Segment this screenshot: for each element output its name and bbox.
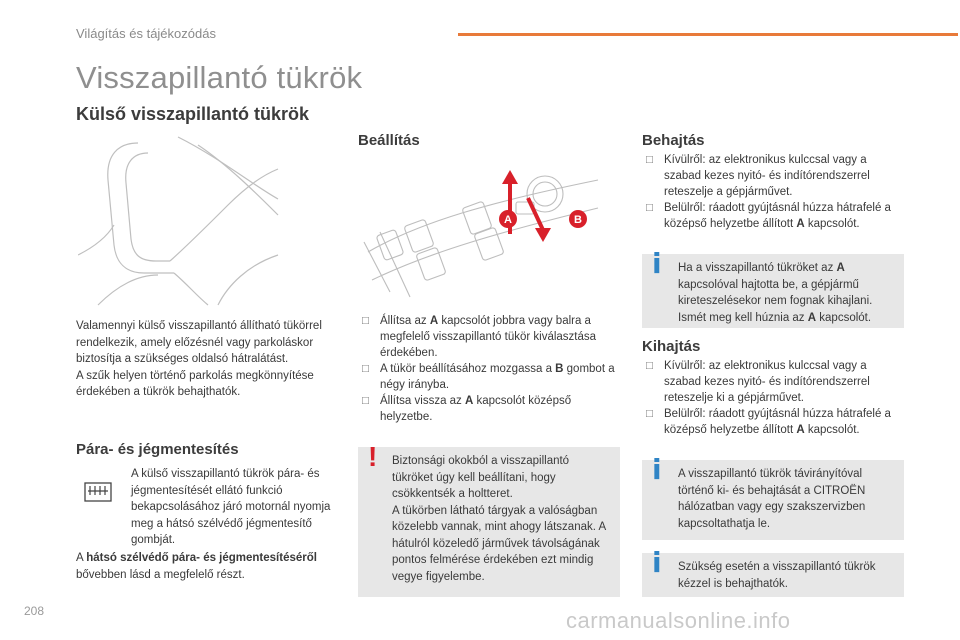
step-text: kapcsolót középső helyzetbe.: [380, 395, 572, 423]
intro-paragraph-1: Valamennyi külső visszapillantó állítható tükörrel rendelkezik, amely előzésnél vagy parkoláskor biztosítja a szükséges oldalsó hátralátást.: [76, 320, 322, 365]
square-bullet-icon: □: [362, 315, 369, 327]
label-b: B: [574, 214, 582, 226]
list-item: [642, 200, 904, 232]
mirror-control-illustration: [360, 162, 600, 302]
step-text: kapcsolót.: [804, 218, 860, 230]
defrost-ref-prefix: A: [76, 552, 87, 564]
step-text: kapcsolót.: [804, 424, 860, 436]
page-number: 208: [24, 604, 45, 618]
step-key: A: [796, 218, 805, 230]
fold-steps: [642, 152, 904, 232]
step-text: Kívülről: az elektronikus kulccsal vagy a szabad kezes nyitó- és indítórendszerrel reteszelje a gépjárművet.: [664, 154, 870, 198]
step-key: A: [465, 395, 474, 407]
unfold-heading: Kihajtás: [642, 338, 701, 355]
defrost-ref-bold: hátsó szélvédő pára- és jégmentesítéséről: [86, 552, 317, 564]
info-text: A visszapillantó tükrök távirányítóval történő ki- és behajtását a CITROËN hálózatban vagy egy szakszervizben kapcsoltathatja le.: [678, 468, 866, 530]
square-bullet-icon: □: [646, 360, 653, 372]
info-icon: i: [652, 247, 662, 280]
info-text: kapcsolót.: [816, 311, 872, 324]
step-text: A tükör beállításához mozgassa a: [380, 363, 556, 375]
list-item: [358, 313, 620, 361]
defrost-reference: [76, 550, 346, 583]
label-a: A: [504, 214, 512, 226]
list-item: [642, 152, 904, 200]
page-subtitle: Külső visszapillantó tükrök: [76, 104, 310, 124]
page-title: Visszapillantó tükrök: [76, 60, 363, 95]
defrost-heading: Pára- és jégmentesítés: [76, 441, 239, 458]
fold-heading: Behajtás: [642, 132, 705, 149]
intro-text: [76, 318, 346, 401]
square-bullet-icon: □: [646, 202, 653, 214]
info-icon: i: [652, 546, 662, 579]
header-accent-bar: [458, 33, 958, 36]
list-item: [642, 406, 904, 438]
step-key: A: [429, 315, 439, 327]
step-key: B: [555, 363, 564, 375]
adjust-steps: [358, 313, 620, 425]
manual-fold-info-box: [642, 546, 904, 597]
unfold-info-box: [642, 453, 904, 540]
defrost-text: [131, 466, 346, 549]
warning-box: [358, 441, 620, 597]
info-text: kapcsolóval hajtotta be, a gépjármű kireteszelésekor nem fognak kihajlani. Ismét meg kell húznia az: [678, 278, 873, 324]
defrost-ref-suffix: bővebben lásd a megfelelő részt.: [76, 568, 245, 581]
square-bullet-icon: □: [646, 154, 653, 166]
info-key: A: [807, 311, 817, 324]
step-text: Belülről: ráadott gyújtásnál húzza hátrafelé a középső helyzetbe állított: [664, 408, 891, 436]
step-key: A: [796, 424, 805, 436]
fold-info-box: [642, 247, 904, 328]
mirror-illustration: [78, 135, 280, 307]
exclamation-icon: !: [368, 441, 378, 472]
step-text: gombot a négy irányba.: [380, 363, 615, 391]
unfold-steps: [642, 358, 904, 438]
list-item: [358, 361, 620, 393]
list-item: [358, 393, 620, 425]
step-text: Állítsa vissza az: [380, 395, 465, 407]
warning-paragraph-2: A tükörben látható tárgyak a valóságban közelebb vannak, mint ahogy látszanak. A hátulról közeledő járművek távolságának pontos felmérése érdekében ezt mindig vegye figyelembe.: [392, 504, 606, 583]
section-header: Világítás és tájékozódás: [76, 26, 216, 41]
adjust-heading: Beállítás: [358, 132, 420, 149]
info-text: Ha a visszapillantó tükröket az: [678, 262, 837, 274]
square-bullet-icon: □: [362, 363, 369, 375]
step-text: kapcsolót jobbra vagy balra a megfelelő visszapillantó tükör kiválasztása érdekében.: [380, 315, 597, 359]
intro-paragraph-2: A szűk helyen történő parkolás megkönnyítése érdekében a tükrök behajthatók.: [76, 369, 314, 398]
step-text: Állítsa az: [380, 315, 430, 327]
step-text: Kívülről: az elektronikus kulccsal vagy a szabad kezes nyitó- és indítórendszerrel reteszelje ki a gépjárművet.: [664, 360, 870, 404]
info-icon: i: [652, 453, 662, 486]
step-text: Belülről: ráadott gyújtásnál húzza hátrafelé a középső helyzetbe állított: [664, 202, 891, 230]
square-bullet-icon: □: [362, 395, 369, 407]
info-text: Szükség esetén a visszapillantó tükrök kézzel is behajthatók.: [678, 561, 876, 590]
list-item: [642, 358, 904, 406]
square-bullet-icon: □: [646, 408, 653, 420]
rear-defrost-icon: [84, 482, 112, 502]
info-key: A: [836, 262, 845, 274]
watermark: carmanualsonline.info: [566, 608, 791, 633]
defrost-description: A külső visszapillantó tükrök pára- és jégmentesítését ellátó funkció bekapcsolásához járó motornál nyomja meg a hátsó szélvédő jégmentesítő gombját.: [131, 468, 331, 546]
warning-paragraph-1: Biztonsági okokból a visszapillantó tükröket úgy kell beállítani, hogy csökkentsék a holtteret.: [392, 455, 570, 500]
